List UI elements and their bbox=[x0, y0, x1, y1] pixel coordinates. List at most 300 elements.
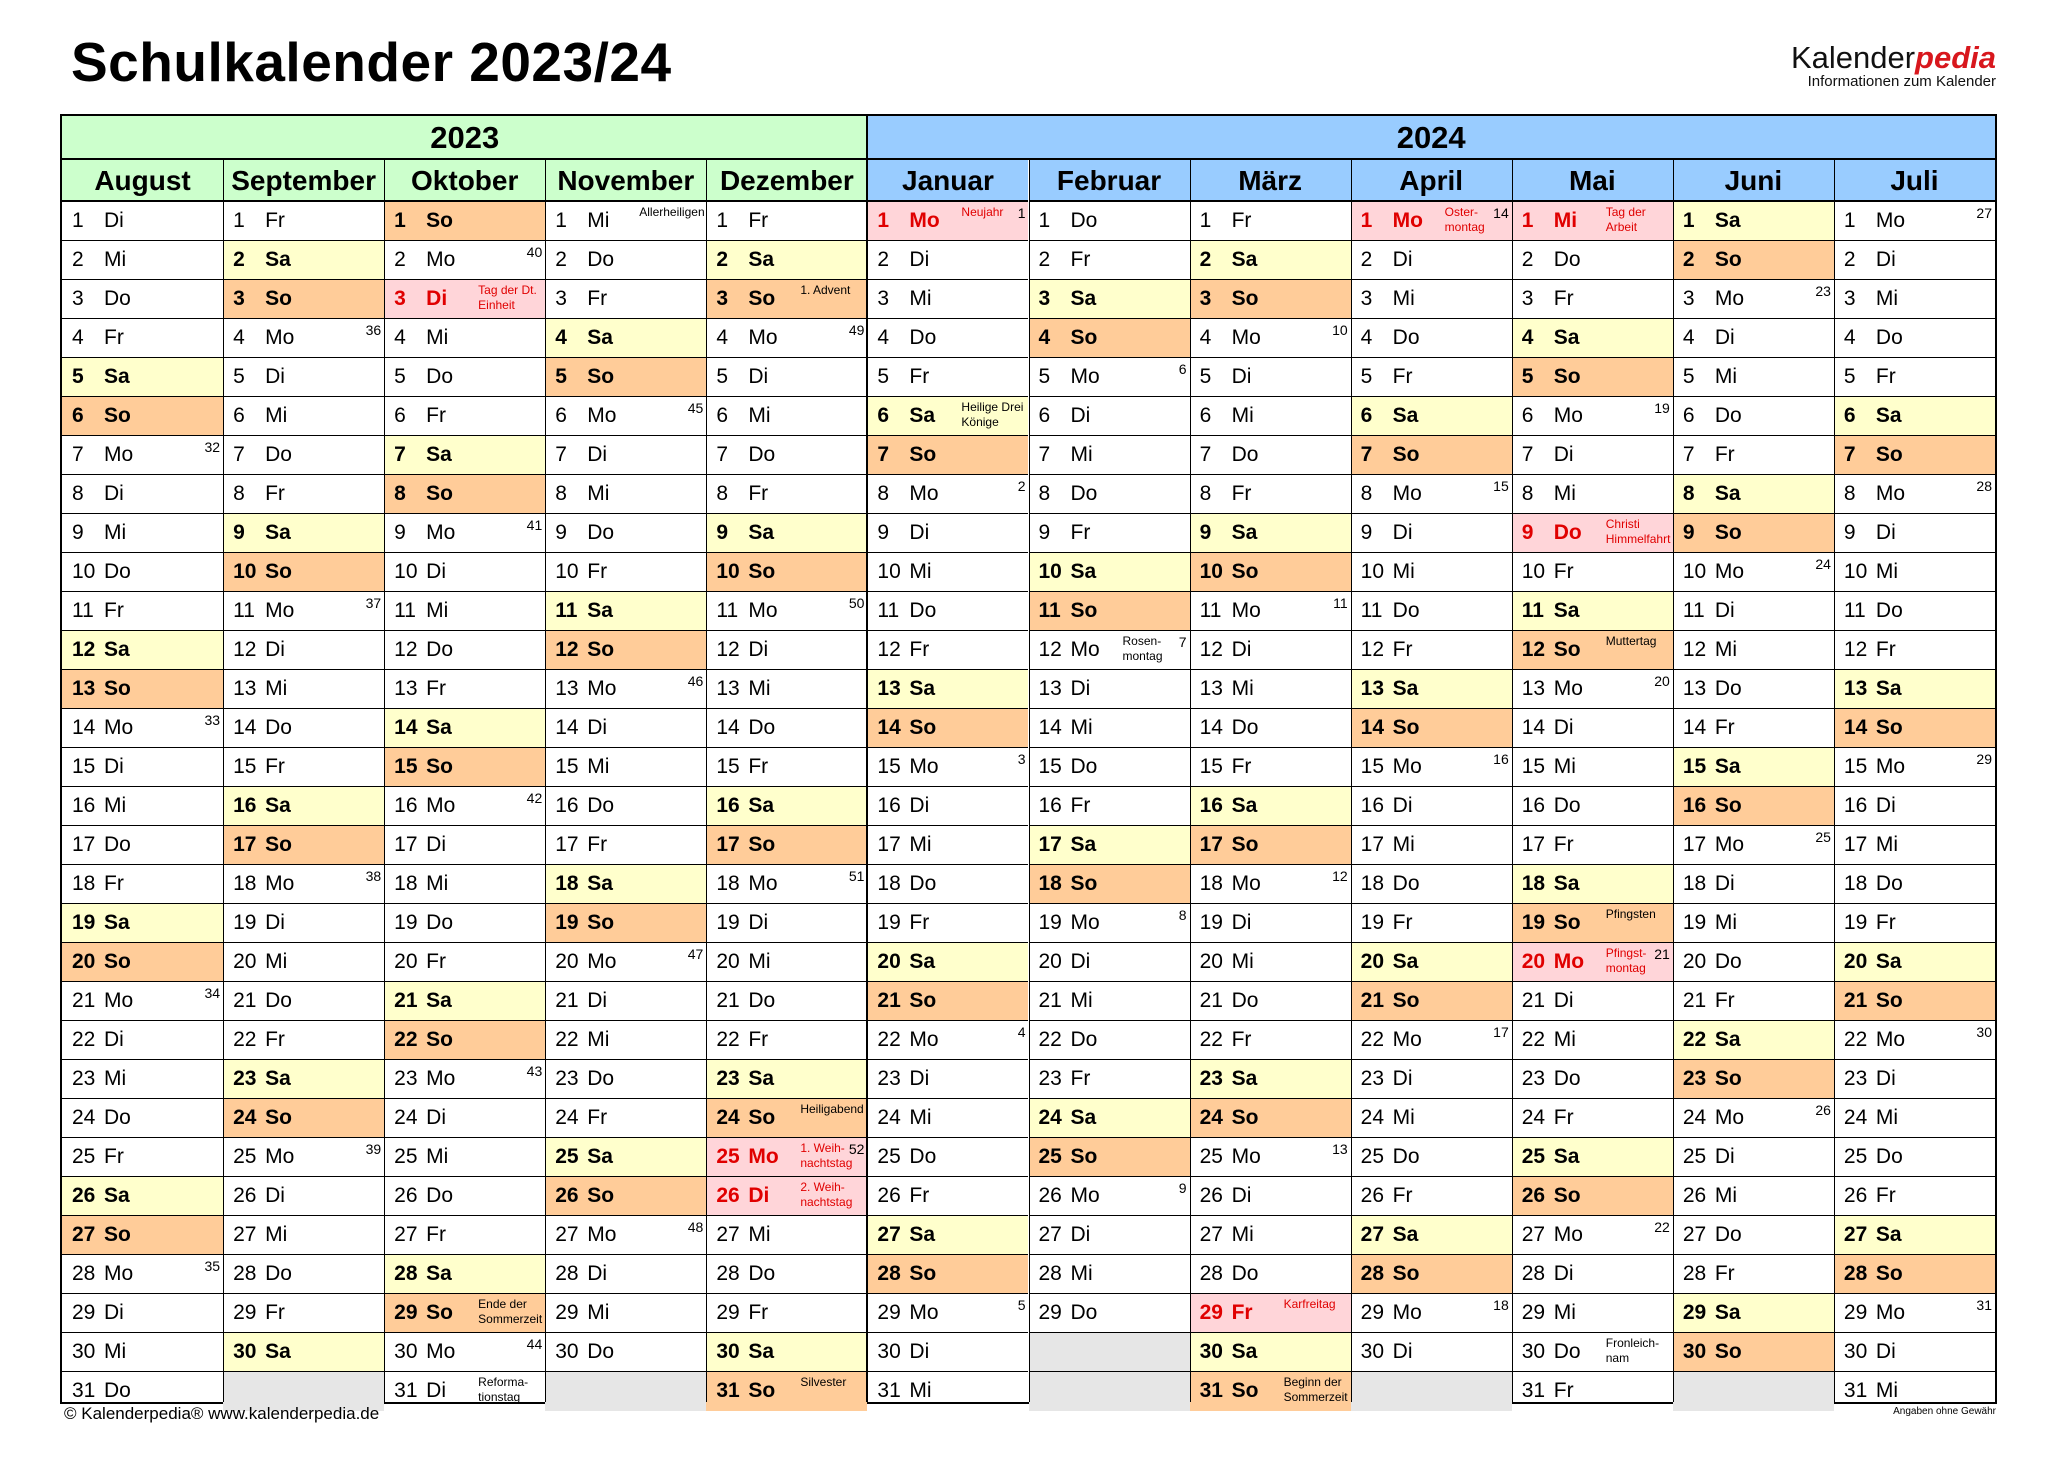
day-number: 25 bbox=[555, 1145, 579, 1168]
weekday-label: Di bbox=[587, 989, 608, 1012]
weekday-label: Di bbox=[1070, 950, 1091, 973]
day-number: 22 bbox=[1038, 1028, 1062, 1051]
day-cell-oktober-23 bbox=[384, 1060, 545, 1099]
day-number: 26 bbox=[394, 1184, 418, 1207]
weekday-label: Mi bbox=[104, 1340, 127, 1363]
weekday-label: Mo bbox=[1875, 1301, 1906, 1324]
weekday-label: Di bbox=[1553, 1262, 1574, 1285]
weekday-label: Fr bbox=[265, 1301, 285, 1324]
day-number: 19 bbox=[1521, 911, 1546, 934]
weekday-label: Mi bbox=[1875, 1106, 1899, 1129]
weekday-label: So bbox=[1392, 989, 1420, 1012]
weekday-label: So bbox=[265, 287, 292, 310]
day-cell-juni-22 bbox=[1673, 1021, 1834, 1060]
weekday-label: Sa bbox=[1392, 1223, 1419, 1246]
week-number: 45 bbox=[687, 400, 704, 416]
day-cell-märz-15 bbox=[1190, 748, 1351, 787]
day-cell-november-17 bbox=[545, 826, 706, 865]
day-number: 19 bbox=[1038, 911, 1062, 934]
day-number: 12 bbox=[1199, 638, 1223, 661]
week-number: 43 bbox=[526, 1063, 543, 1079]
note-label: Muttertag bbox=[1605, 634, 1657, 648]
weekday-label: Fr bbox=[1231, 1301, 1253, 1324]
day-number: 31 bbox=[716, 1379, 740, 1402]
brand-logo[interactable] bbox=[1791, 42, 1996, 90]
week-number: 32 bbox=[204, 439, 221, 455]
weekday-label: So bbox=[909, 989, 937, 1012]
weekday-label: Fr bbox=[265, 755, 285, 778]
day-number: 26 bbox=[877, 1184, 901, 1207]
day-number: 23 bbox=[394, 1067, 418, 1090]
month-header-januar: Januar bbox=[867, 160, 1028, 202]
day-number: 17 bbox=[1682, 833, 1707, 856]
day-cell-dezember-14 bbox=[706, 709, 867, 748]
weekday-label: So bbox=[1875, 716, 1903, 739]
day-number: 24 bbox=[555, 1106, 579, 1129]
column-divider bbox=[1673, 160, 1674, 1402]
weekday-label: Mo bbox=[1875, 1028, 1906, 1051]
day-cell-oktober-4 bbox=[384, 319, 545, 358]
weekday-label: Do bbox=[1875, 326, 1903, 349]
weekday-label: Mi bbox=[1553, 755, 1576, 778]
weekday-label: Mi bbox=[1714, 365, 1737, 388]
day-number: 16 bbox=[72, 794, 96, 817]
weekday-label: Sa bbox=[1070, 833, 1097, 856]
weekday-label: Do bbox=[426, 911, 454, 934]
day-cell-juni-23 bbox=[1673, 1060, 1834, 1099]
weekday-label: Di bbox=[909, 521, 930, 544]
day-number: 8 bbox=[1360, 482, 1373, 505]
day-number: 6 bbox=[1843, 404, 1856, 427]
week-number: 7 bbox=[1178, 634, 1187, 650]
weekday-label: Sa bbox=[1875, 950, 1902, 973]
day-cell-mai-20 bbox=[1512, 943, 1673, 982]
weekday-label: Mi bbox=[1070, 1262, 1093, 1285]
day-number: 29 bbox=[877, 1301, 901, 1324]
column-divider bbox=[1190, 160, 1191, 1402]
day-cell-juni-5 bbox=[1673, 358, 1834, 397]
weekday-label: Mo bbox=[265, 599, 295, 622]
weekday-label: So bbox=[1392, 443, 1420, 466]
weekday-label: Fr bbox=[1875, 365, 1896, 388]
day-number: 20 bbox=[716, 950, 740, 973]
day-number: 16 bbox=[233, 794, 257, 817]
weekday-label: Mi bbox=[909, 833, 932, 856]
day-number: 24 bbox=[394, 1106, 418, 1129]
weekday-label: Mi bbox=[1070, 989, 1093, 1012]
weekday-label: Do bbox=[1714, 950, 1742, 973]
day-cell-april-1 bbox=[1351, 202, 1512, 241]
day-cell-november-2 bbox=[545, 241, 706, 280]
weekday-label: Do bbox=[587, 248, 615, 271]
week-number: 6 bbox=[1178, 361, 1187, 377]
weekday-label: So bbox=[748, 1106, 776, 1129]
weekday-label: Sa bbox=[587, 326, 613, 349]
day-number: 7 bbox=[877, 443, 890, 466]
weekday-label: Di bbox=[265, 1184, 285, 1207]
day-number: 23 bbox=[1843, 1067, 1868, 1090]
weekday-label: Fr bbox=[1070, 794, 1091, 817]
day-cell-juni-14 bbox=[1673, 709, 1834, 748]
day-cell-november-4 bbox=[545, 319, 706, 358]
day-cell-september-30 bbox=[223, 1333, 384, 1372]
day-number: 21 bbox=[1038, 989, 1062, 1012]
day-number: 5 bbox=[1843, 365, 1856, 388]
day-number: 13 bbox=[555, 677, 579, 700]
day-number: 28 bbox=[1682, 1262, 1707, 1285]
day-cell-mai-13 bbox=[1512, 670, 1673, 709]
day-number: 31 bbox=[394, 1379, 418, 1402]
weekday-label: Fr bbox=[1231, 755, 1252, 778]
day-cell-september-6 bbox=[223, 397, 384, 436]
day-cell-september-20 bbox=[223, 943, 384, 982]
day-cell-februar-19 bbox=[1029, 904, 1190, 943]
day-cell-juli-25 bbox=[1834, 1138, 1995, 1177]
day-cell-november-30 bbox=[545, 1333, 706, 1372]
weekday-label: Di bbox=[426, 833, 446, 856]
week-number: 51 bbox=[848, 868, 865, 884]
weekday-label: Mo bbox=[1875, 755, 1906, 778]
day-number: 17 bbox=[1360, 833, 1385, 856]
week-number: 41 bbox=[526, 517, 543, 533]
day-cell-mai-9 bbox=[1512, 514, 1673, 553]
day-cell-märz-31 bbox=[1190, 1372, 1351, 1411]
day-number: 15 bbox=[877, 755, 901, 778]
day-cell-juni-29 bbox=[1673, 1294, 1834, 1333]
day-number: 28 bbox=[1843, 1262, 1868, 1285]
day-number: 13 bbox=[1682, 677, 1707, 700]
column-divider bbox=[1029, 160, 1030, 1402]
day-number: 11 bbox=[1038, 599, 1061, 622]
day-cell-dezember-23 bbox=[706, 1060, 867, 1099]
weekday-label: Di bbox=[1392, 794, 1413, 817]
day-number: 27 bbox=[394, 1223, 418, 1246]
day-cell-dezember-25 bbox=[706, 1138, 867, 1177]
day-cell-august-15 bbox=[62, 748, 223, 787]
day-cell-januar-21 bbox=[867, 982, 1028, 1021]
day-cell-oktober-11 bbox=[384, 592, 545, 631]
day-number: 21 bbox=[72, 989, 96, 1012]
day-cell-september-17 bbox=[223, 826, 384, 865]
day-cell-mai-1 bbox=[1512, 202, 1673, 241]
day-cell-juni-17 bbox=[1673, 826, 1834, 865]
day-number: 28 bbox=[1521, 1262, 1546, 1285]
day-number: 7 bbox=[1521, 443, 1534, 466]
weekday-label: So bbox=[426, 1301, 453, 1324]
weekday-label: Di bbox=[1231, 1184, 1252, 1207]
day-number: 8 bbox=[716, 482, 729, 505]
day-number: 8 bbox=[1682, 482, 1695, 505]
day-cell-januar-17 bbox=[867, 826, 1028, 865]
day-number: 5 bbox=[1199, 365, 1212, 388]
day-number: 19 bbox=[1199, 911, 1223, 934]
day-cell-januar-26 bbox=[867, 1177, 1028, 1216]
day-cell-september-18 bbox=[223, 865, 384, 904]
day-number: 22 bbox=[1360, 1028, 1385, 1051]
weekday-label: Mo bbox=[1070, 638, 1100, 661]
day-number: 23 bbox=[877, 1067, 901, 1090]
day-cell-september-14 bbox=[223, 709, 384, 748]
weekday-label: So bbox=[748, 287, 776, 310]
day-cell-august-16 bbox=[62, 787, 223, 826]
day-number: 2 bbox=[555, 248, 567, 271]
day-number: 14 bbox=[394, 716, 418, 739]
day-cell-november-19 bbox=[545, 904, 706, 943]
weekday-label: Mi bbox=[1714, 1184, 1737, 1207]
day-cell-juli-19 bbox=[1834, 904, 1995, 943]
day-cell-september-5 bbox=[223, 358, 384, 397]
weekday-label: Di bbox=[1875, 521, 1896, 544]
day-number: 9 bbox=[1199, 521, 1212, 544]
weekday-label: Di bbox=[1231, 365, 1252, 388]
day-number: 30 bbox=[1521, 1340, 1546, 1363]
day-number: 5 bbox=[1521, 365, 1534, 388]
day-cell-juni-12 bbox=[1673, 631, 1834, 670]
day-cell-februar-23 bbox=[1029, 1060, 1190, 1099]
weekday-label: Mo bbox=[748, 326, 778, 349]
day-cell-april-27 bbox=[1351, 1216, 1512, 1255]
day-cell-juni-1 bbox=[1673, 202, 1834, 241]
weekday-label: Do bbox=[426, 365, 454, 388]
day-cell-januar-10 bbox=[867, 553, 1028, 592]
day-cell-januar-3 bbox=[867, 280, 1028, 319]
day-number: 27 bbox=[555, 1223, 579, 1246]
day-number: 17 bbox=[72, 833, 96, 856]
day-number: 29 bbox=[1360, 1301, 1385, 1324]
weekday-label: Sa bbox=[1553, 1145, 1580, 1168]
day-number: 12 bbox=[1521, 638, 1546, 661]
day-number: 29 bbox=[1038, 1301, 1062, 1324]
weekday-label: So bbox=[265, 833, 292, 856]
weekday-label: Mo bbox=[1231, 872, 1261, 895]
weekday-label: Mo bbox=[265, 326, 295, 349]
day-cell-märz-11 bbox=[1190, 592, 1351, 631]
weekday-label: Fr bbox=[1231, 209, 1252, 232]
note-label: Reforma-tionstag bbox=[478, 1375, 529, 1404]
day-cell-september-23 bbox=[223, 1060, 384, 1099]
day-number: 9 bbox=[233, 521, 245, 544]
weekday-label: Sa bbox=[748, 248, 775, 271]
day-number: 21 bbox=[1360, 989, 1385, 1012]
day-cell-juni-10 bbox=[1673, 553, 1834, 592]
weekday-label: So bbox=[1392, 716, 1420, 739]
day-number: 4 bbox=[877, 326, 890, 349]
weekday-label: Do bbox=[909, 326, 937, 349]
day-cell-januar-24 bbox=[867, 1099, 1028, 1138]
day-number: 19 bbox=[233, 911, 257, 934]
day-cell-dezember-15 bbox=[706, 748, 867, 787]
day-number: 29 bbox=[1843, 1301, 1868, 1324]
weekday-label: Fr bbox=[1553, 560, 1574, 583]
day-number: 31 bbox=[1521, 1379, 1546, 1402]
day-cell-september-16 bbox=[223, 787, 384, 826]
weekday-label: Mi bbox=[426, 326, 449, 349]
day-number: 14 bbox=[555, 716, 579, 739]
day-number: 12 bbox=[877, 638, 901, 661]
day-number: 5 bbox=[1682, 365, 1695, 388]
weekday-label: Fr bbox=[1392, 638, 1413, 661]
weekday-label: Di bbox=[426, 1379, 446, 1402]
weekday-label: Sa bbox=[748, 794, 775, 817]
weekday-label: Sa bbox=[1231, 1340, 1258, 1363]
weekday-label: Di bbox=[587, 1262, 608, 1285]
day-cell-juli-26 bbox=[1834, 1177, 1995, 1216]
day-number: 12 bbox=[555, 638, 579, 661]
day-cell-januar-5 bbox=[867, 358, 1028, 397]
day-cell-juni-2 bbox=[1673, 241, 1834, 280]
day-cell-oktober-1 bbox=[384, 202, 545, 241]
day-number: 12 bbox=[1038, 638, 1062, 661]
day-cell-märz-6 bbox=[1190, 397, 1351, 436]
weekday-label: Mi bbox=[1553, 209, 1578, 232]
day-cell-november-14 bbox=[545, 709, 706, 748]
weekday-label: Do bbox=[426, 1184, 454, 1207]
day-number: 15 bbox=[1843, 755, 1868, 778]
day-cell-dezember-5 bbox=[706, 358, 867, 397]
day-number: 9 bbox=[72, 521, 84, 544]
calendar-grid bbox=[60, 114, 1997, 1404]
day-cell-dezember-1 bbox=[706, 202, 867, 241]
weekday-label: Mo bbox=[426, 521, 456, 544]
weekday-label: Fr bbox=[265, 1028, 285, 1051]
weekday-label: Di bbox=[748, 911, 769, 934]
week-number: 49 bbox=[848, 322, 865, 338]
weekday-label: Fr bbox=[1553, 1106, 1574, 1129]
day-cell-märz-17 bbox=[1190, 826, 1351, 865]
day-cell-dezember-20 bbox=[706, 943, 867, 982]
week-number: 25 bbox=[1815, 829, 1831, 845]
day-number: 7 bbox=[555, 443, 567, 466]
day-number: 10 bbox=[1682, 560, 1707, 583]
day-cell-juni-18 bbox=[1673, 865, 1834, 904]
day-number: 6 bbox=[1038, 404, 1051, 427]
day-cell-april-19 bbox=[1351, 904, 1512, 943]
day-number: 22 bbox=[1682, 1028, 1707, 1051]
week-number: 35 bbox=[204, 1258, 221, 1274]
day-cell-august-6 bbox=[62, 397, 223, 436]
week-number: 16 bbox=[1493, 751, 1509, 767]
footer-disclaimer: Angaben ohne Gewähr bbox=[1893, 1406, 1996, 1417]
day-number: 11 bbox=[1682, 599, 1705, 622]
day-cell-august-13 bbox=[62, 670, 223, 709]
weekday-label: So bbox=[1392, 1262, 1420, 1285]
weekday-label: Fr bbox=[1392, 1184, 1413, 1207]
week-number: 21 bbox=[1654, 946, 1670, 962]
weekday-label: Di bbox=[748, 638, 769, 661]
day-number: 25 bbox=[716, 1145, 740, 1168]
day-number: 16 bbox=[394, 794, 418, 817]
weekday-label: So bbox=[1553, 911, 1581, 934]
day-number: 27 bbox=[716, 1223, 740, 1246]
weekday-label: Di bbox=[1231, 911, 1252, 934]
day-cell-februar-11 bbox=[1029, 592, 1190, 631]
day-number: 13 bbox=[877, 677, 901, 700]
weekday-label: Fr bbox=[587, 287, 608, 310]
day-number: 17 bbox=[233, 833, 257, 856]
day-number: 17 bbox=[877, 833, 901, 856]
day-number: 10 bbox=[233, 560, 257, 583]
day-number: 31 bbox=[1199, 1379, 1223, 1402]
day-cell-november-1 bbox=[545, 202, 706, 241]
day-number: 11 bbox=[394, 599, 416, 622]
day-cell-juli-30 bbox=[1834, 1333, 1995, 1372]
weekday-label: Mi bbox=[1714, 638, 1737, 661]
day-cell-januar-18 bbox=[867, 865, 1028, 904]
day-cell-april-24 bbox=[1351, 1099, 1512, 1138]
day-cell-juni-26 bbox=[1673, 1177, 1834, 1216]
day-cell-juli-4 bbox=[1834, 319, 1995, 358]
day-cell-juli-13 bbox=[1834, 670, 1995, 709]
day-cell-oktober-7 bbox=[384, 436, 545, 475]
weekday-label: Mi bbox=[104, 794, 127, 817]
month-header-februar: Februar bbox=[1029, 160, 1190, 202]
weekday-label: Sa bbox=[1553, 599, 1580, 622]
day-number: 27 bbox=[1843, 1223, 1868, 1246]
weekday-label: So bbox=[748, 560, 776, 583]
day-cell-dezember-28 bbox=[706, 1255, 867, 1294]
day-cell-april-6 bbox=[1351, 397, 1512, 436]
weekday-label: Mi bbox=[587, 209, 610, 232]
day-cell-april-3 bbox=[1351, 280, 1512, 319]
day-cell-oktober-12 bbox=[384, 631, 545, 670]
day-cell-januar-9 bbox=[867, 514, 1028, 553]
weekday-label: Mo bbox=[748, 872, 778, 895]
day-cell-januar-30 bbox=[867, 1333, 1028, 1372]
day-cell-februar-22 bbox=[1029, 1021, 1190, 1060]
weekday-label: Mo bbox=[265, 1145, 295, 1168]
day-number: 8 bbox=[233, 482, 245, 505]
day-number: 10 bbox=[1360, 560, 1385, 583]
day-number: 17 bbox=[1843, 833, 1868, 856]
day-number: 6 bbox=[394, 404, 406, 427]
weekday-label: So bbox=[1553, 1184, 1581, 1207]
day-number: 11 bbox=[716, 599, 739, 622]
day-cell-september-19 bbox=[223, 904, 384, 943]
weekday-label: Di bbox=[104, 755, 124, 778]
week-number: 44 bbox=[526, 1336, 543, 1352]
day-cell-märz-12 bbox=[1190, 631, 1351, 670]
day-cell-dezember-31 bbox=[706, 1372, 867, 1411]
weekday-label: Do bbox=[1714, 404, 1742, 427]
day-cell-dezember-17 bbox=[706, 826, 867, 865]
day-number: 5 bbox=[72, 365, 84, 388]
day-number: 26 bbox=[555, 1184, 579, 1207]
weekday-label: So bbox=[1070, 1145, 1098, 1168]
day-cell-januar-19 bbox=[867, 904, 1028, 943]
holiday-label: 1. Weih-nachtstag bbox=[800, 1141, 853, 1170]
day-number: 13 bbox=[72, 677, 96, 700]
weekday-label: So bbox=[909, 443, 937, 466]
weekday-label: Fr bbox=[909, 1184, 930, 1207]
day-number: 15 bbox=[555, 755, 579, 778]
day-number: 10 bbox=[1038, 560, 1062, 583]
day-cell-märz-26 bbox=[1190, 1177, 1351, 1216]
month-header-juli: Juli bbox=[1834, 160, 1995, 202]
day-number: 9 bbox=[1038, 521, 1051, 544]
day-cell-dezember-2 bbox=[706, 241, 867, 280]
day-number: 2 bbox=[1682, 248, 1695, 271]
day-number: 28 bbox=[555, 1262, 579, 1285]
day-number: 19 bbox=[555, 911, 579, 934]
weekday-label: Do bbox=[104, 287, 131, 310]
day-number: 21 bbox=[716, 989, 740, 1012]
weekday-label: Di bbox=[426, 1106, 446, 1129]
weekday-label: Mi bbox=[909, 560, 932, 583]
day-number: 14 bbox=[1199, 716, 1223, 739]
day-number: 26 bbox=[72, 1184, 96, 1207]
day-number: 24 bbox=[877, 1106, 901, 1129]
weekday-label: Fr bbox=[587, 1106, 608, 1129]
